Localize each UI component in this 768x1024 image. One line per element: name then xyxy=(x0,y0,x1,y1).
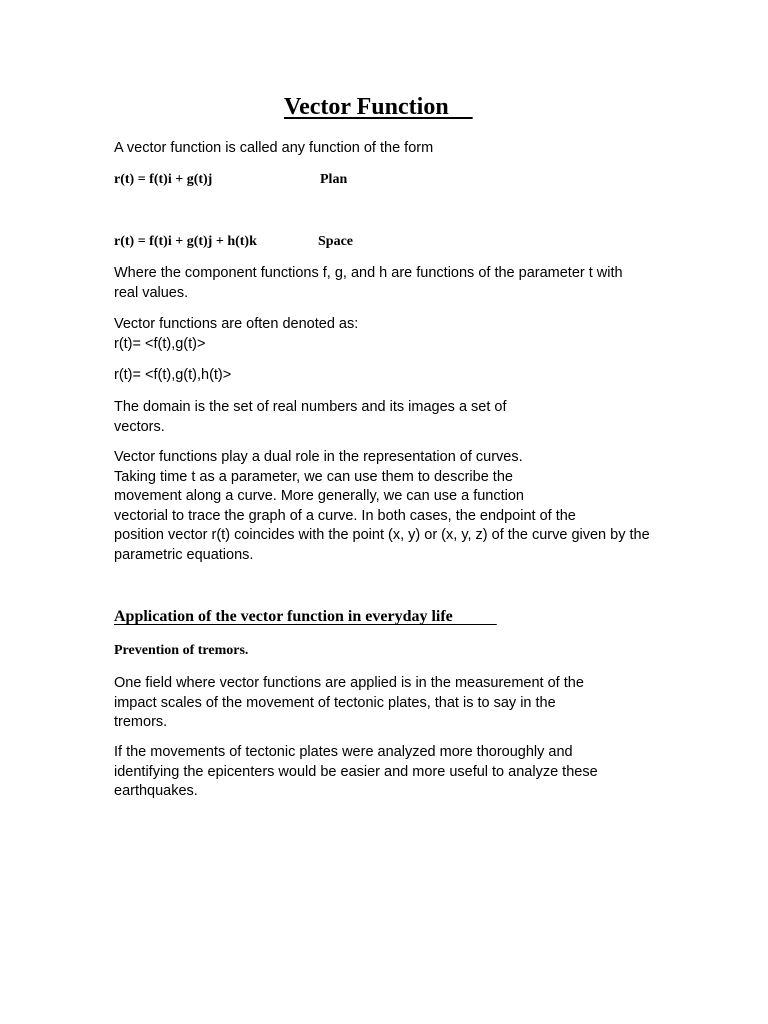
paragraph-line: Vector functions play a dual role in the representation of curves. xyxy=(114,449,523,465)
paragraph-line: position vector r(t) coincides with the point (x, y) or (x, y, z) of the curve given by the xyxy=(114,527,650,543)
domain-paragraph xyxy=(114,398,507,437)
tremors-paragraph xyxy=(114,674,584,733)
paragraph-line: parametric equations. xyxy=(114,546,254,563)
formula-plane: r(t) = f(t)i + g(t)j xyxy=(114,172,213,187)
formula-plane-label: Plan xyxy=(320,172,348,187)
paragraph-line: Vector functions are often denoted as: xyxy=(114,316,359,332)
paragraph-line: real values. xyxy=(114,284,189,301)
denoted-paragraph xyxy=(114,315,358,354)
section-heading: Application of the vector function in everyday life xyxy=(114,608,497,625)
subheading: Prevention of tremors. xyxy=(114,643,249,658)
paragraph-line: One field where vector functions are applied is in the measurement of the xyxy=(114,675,584,691)
paragraph-line: movement along a curve. More generally, we can use a function xyxy=(114,488,524,504)
paragraph-line: Where the component functions f, g, and h are functions of the parameter t with xyxy=(114,265,623,281)
paragraph-line: tremors. xyxy=(114,714,168,730)
paragraph-line: r(t)= <f(t),g(t)> xyxy=(114,335,206,352)
paragraph-line: vectorial to trace the graph of a curve. In both cases, the endpoint of the xyxy=(114,507,576,524)
denoted-3d-paragraph: r(t)= <f(t),g(t),h(t)> xyxy=(114,367,232,383)
paragraph-line: If the movements of tectonic plates were analyzed more thoroughly and xyxy=(114,744,573,760)
dual-role-paragraph xyxy=(114,448,650,565)
paragraph-line: Taking time t as a parameter, we can use them to describe the xyxy=(114,468,513,485)
paragraph-line: impact scales of the movement of tectonic plates, that is to say in the xyxy=(114,694,556,711)
paragraph-line: The domain is the set of real numbers and its images a set of xyxy=(114,399,507,415)
intro-paragraph: A vector function is called any function of the form xyxy=(114,140,434,156)
formula-space-label: Space xyxy=(318,234,353,249)
components-paragraph xyxy=(114,264,623,303)
page-title: Vector Function xyxy=(284,94,473,120)
paragraph-line: identifying the epicenters would be easier and more useful to analyze these xyxy=(114,763,598,780)
paragraph-line: earthquakes. xyxy=(114,783,198,799)
paragraph-line: vectors. xyxy=(114,418,165,435)
earthquakes-paragraph xyxy=(114,743,598,802)
formula-space: r(t) = f(t)i + g(t)j + h(t)k xyxy=(114,234,257,249)
